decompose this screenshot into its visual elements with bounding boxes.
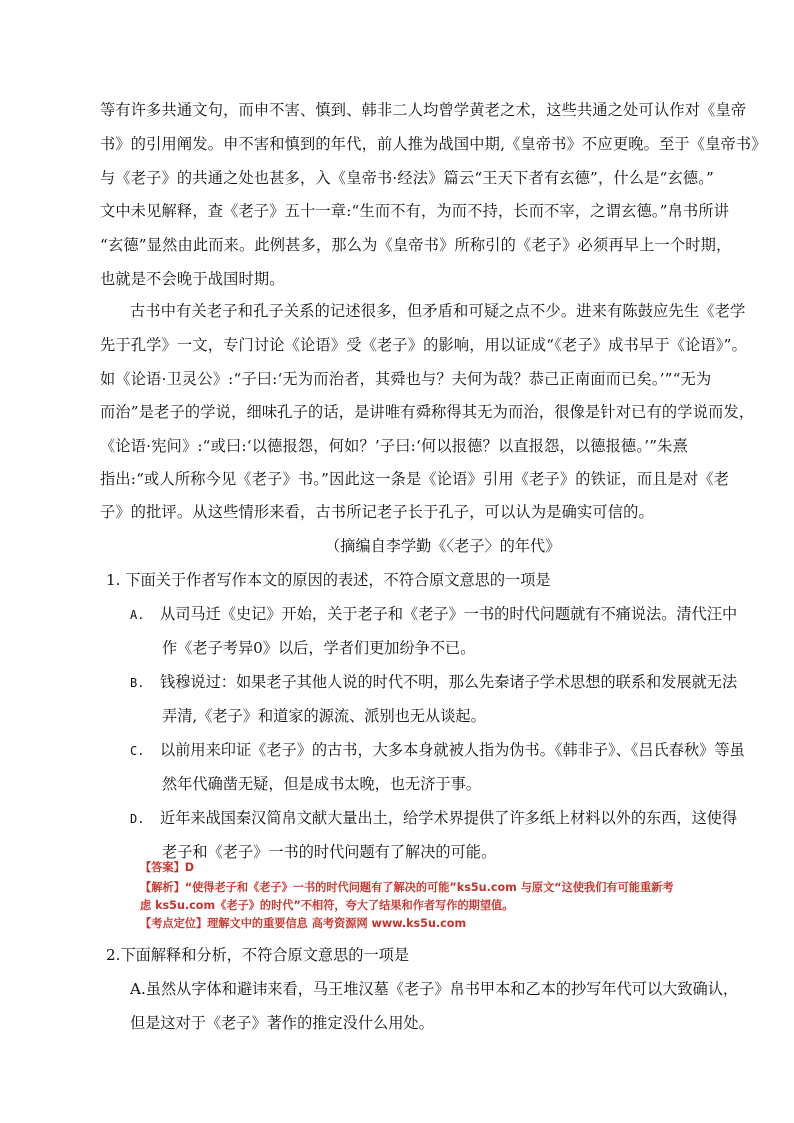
option-text: 钱穆说过：如果老子其他人说的时代不明，那么先秦诸子学术思想的联系和发展就无法 — [160, 673, 738, 691]
option-a[interactable] — [130, 604, 737, 625]
option-text: 近年来战国秦汉简帛文献大量出土，给学术界提供了许多纸上材料以外的东西，这使得 — [160, 809, 738, 827]
passage-line: 等有许多共通文句，而申不害、慎到、韩非二人均曾学黄老之术，这些共通之处可认作对《皇帝 — [100, 101, 747, 119]
option-text: 以前用来印证《老子》的古书，大多本身就被人指为伪书。《韩非子》、《吕氏春秋》等虽 — [160, 741, 745, 759]
option-letter: C. — [130, 744, 145, 758]
question-1-stem: 1. 下面关于作者写作本文的原因的表述，不符合原文意思的一项是 — [106, 571, 551, 589]
passage-line: 指出:“或人所称今见《老子》书。”因此这一条是《论语》引用《老子》的铁证，而且是对《老 — [100, 470, 730, 488]
question-2-option-a-continued: 但是这对于《老子》著作的推定没什么用处。 — [130, 1014, 434, 1032]
question-2-stem: 2.下面解释和分析，不符合原文意思的一项是 — [106, 946, 410, 964]
option-d[interactable] — [130, 808, 737, 829]
option-a-continued: 作《老子考异0》以后，学者们更加纷争不已。 — [162, 639, 476, 657]
passage-line: 文中未见解释，查《老子》五十一章:“生而不有，为而不持，长而不宰，之谓玄德。”帛书所讲 — [100, 202, 730, 220]
option-letter: B. — [130, 676, 145, 690]
option-c-continued: 然年代确凿无疑，但是成书太晚，也无济于事。 — [162, 775, 481, 793]
option-letter: D. — [130, 812, 145, 826]
option-d-continued: 老子和《老子》一书的时代问题有了解决的可能。 — [162, 843, 497, 861]
answer-label: 【答案】D — [140, 861, 195, 874]
question-2-option-a[interactable]: A.虽然从字体和避讳来看，马王堆汉墓《老子》帛书甲本和乙本的抄写年代可以大致确认， — [130, 980, 739, 998]
passage-line: 如《论语·卫灵公》:“子曰:‘无为而治者，其舜也与？夫何为哉？恭己正南面而已矣。’”“无为 — [100, 370, 712, 388]
passage-line: 与《老子》的共通之处也甚多，入《皇帝书·经法》篇云“王天下者有玄德”，什么是“玄德。” — [100, 169, 715, 187]
passage-line: 也就是不会晚于战国时期。 — [100, 270, 285, 288]
analysis-line: 虑 ks5u.com《老子》的时代”不相符，夸大了结果和作者写作的期望值。 — [140, 899, 514, 912]
answer-explanation-box — [140, 858, 674, 930]
option-letter: A. — [130, 608, 145, 622]
source-caption: （摘编自李学勤《〈老子〉的年代》 — [325, 537, 561, 555]
analysis-line: 【解析】“使得老子和《老子》一书的时代问题有了解决的可能”ks5u.com 与原文“这使我们有可能重新考 — [140, 881, 674, 894]
passage-line: 《论语·宪问》:“或曰:‘以德报怨，何如？’子曰:‘何以报德？以直报怨，以德报德。’”朱熹 — [100, 437, 688, 455]
exam-point-line: 【考点定位】理解文中的重要信息 高考资源网 www.ks5u.com — [140, 917, 467, 930]
passage-line: 古书中有关老子和孔子关系的记述很多，但矛盾和可疑之点不少。进来有陈鼓应先生《老学 — [130, 302, 746, 320]
passage-line: 而治”是老子的学说，细味孔子的话，是讲唯有舜称得其无为而治，很像是针对已有的学说而发， — [100, 403, 755, 421]
passage-line: 书》的引用阐发。申不害和慎到的年代，前人推为战国中期,《皇帝书》不应更晚。至于《皇帝书》 — [100, 135, 767, 153]
option-text: 从司马迁《史记》开始，关于老子和《老子》一书的时代问题就有不痛说法。清代汪中 — [160, 605, 738, 623]
option-c[interactable] — [130, 740, 745, 761]
option-b[interactable] — [130, 672, 737, 693]
passage-line: 子》的批评。从这些情形来看，古书所记老子长于孔子，可以认为是确实可信的。 — [100, 503, 654, 521]
option-b-continued: 弄清,《老子》和道家的源流、派别也无从谈起。 — [162, 707, 486, 725]
passage-line: “玄德”显然由此而来。此例甚多，那么为《皇帝书》所称引的《老子》必须再早上一个时期， — [100, 236, 732, 254]
passage-line: 先于孔学》一文，专门讨论《论语》受《老子》的影响，用以证成“《老子》成书早于《论语》”。 — [100, 336, 748, 354]
